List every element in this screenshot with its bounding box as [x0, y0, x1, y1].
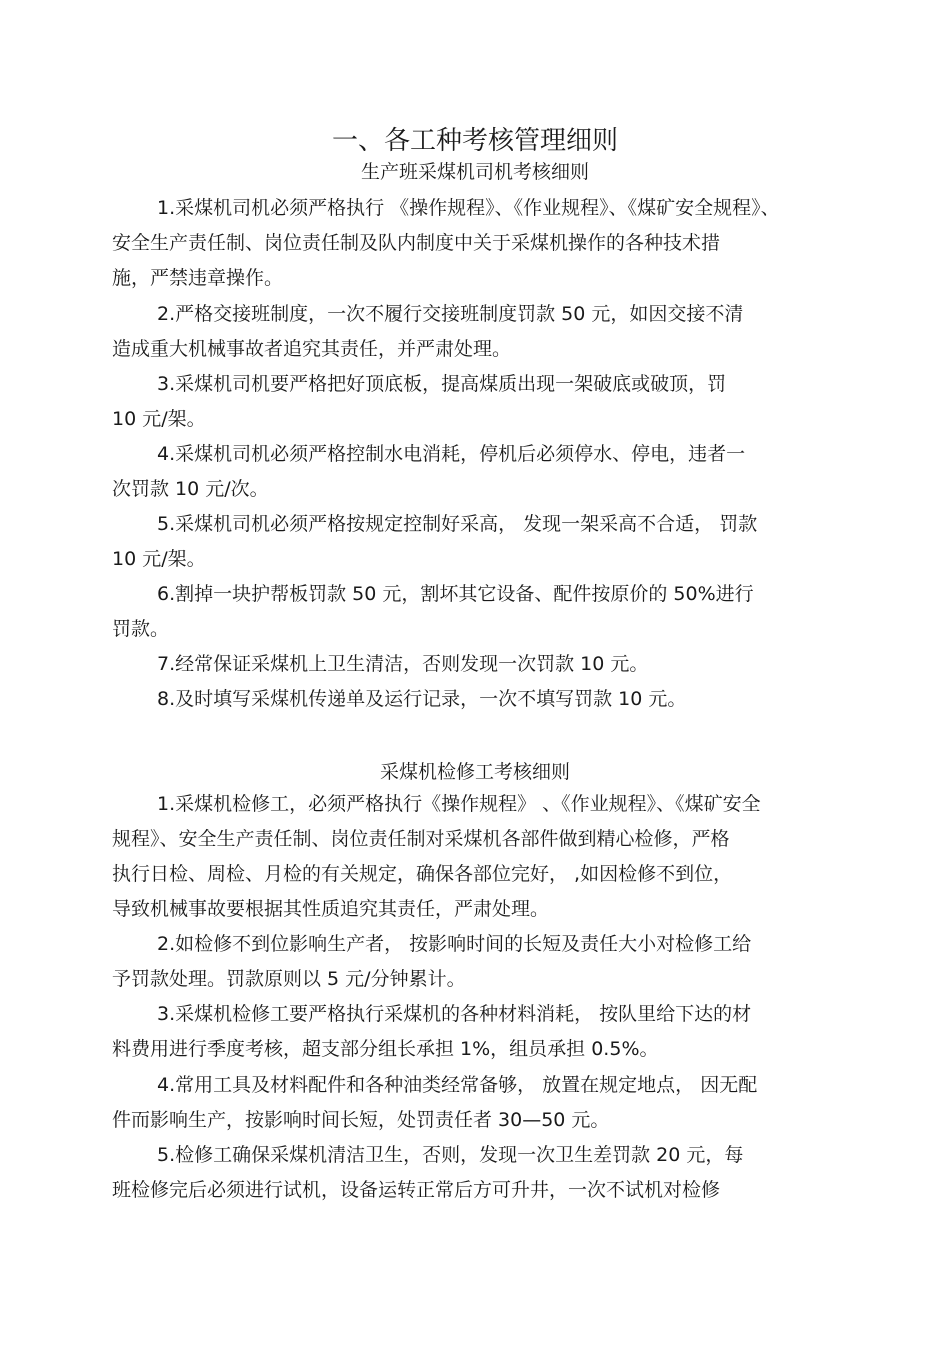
paragraph-line: 次罚款 10 元/次。 — [112, 478, 269, 500]
paragraph-line: 予罚款处理。罚款原则以 5 元/分钟累计。 — [112, 968, 466, 990]
paragraph-line: 造成重大机械事故者追究其责任，并严肃处理。 — [112, 338, 512, 360]
paragraph-line: 1.采煤机检修工，必须严格执行《操作规程》 、《作业规程》、《煤矿安全 — [157, 793, 761, 815]
paragraph-line: 7.经常保证采煤机上卫生清洁，否则发现一次罚款 10 元。 — [157, 653, 649, 675]
paragraph-line: 10 元/架。 — [112, 548, 206, 570]
paragraph-line: 罚款。 — [112, 618, 170, 640]
paragraph-line: 2.严格交接班制度，一次不履行交接班制度罚款 50 元，如因交接不清 — [157, 303, 744, 325]
paragraph-line: 4.采煤机司机必须严格控制水电消耗，停机后必须停水、停电，违者一 — [157, 443, 746, 465]
paragraph-line: 3.采煤机司机要严格把好顶底板，提高煤质出现一架破底或破顶，罚 — [157, 373, 727, 395]
paragraph-line: 3.采煤机检修工要严格执行采煤机的各种材料消耗， 按队里给下达的材 — [157, 1003, 752, 1025]
paragraph-line: 10 元/架。 — [112, 408, 206, 430]
paragraph-line: 执行日检、周检、月检的有关规定，确保各部位完好， ,如因检修不到位， — [112, 863, 733, 885]
paragraph-line: 料费用进行季度考核，超支部分组长承担 1%，组员承担 0.5%。 — [112, 1038, 659, 1060]
section-heading-driver: 生产班采煤机司机考核细则 — [360, 161, 589, 183]
paragraph-line: 安全生产责任制、岗位责任制及队内制度中关于采煤机操作的各种技术措 — [112, 232, 721, 254]
section-heading-maintenance: 采煤机检修工考核细则 — [379, 761, 570, 783]
paragraph-line: 5.检修工确保采煤机清洁卫生，否则，发现一次卫生差罚款 20 元，每 — [157, 1144, 744, 1166]
paragraph-line: 件而影响生产，按影响时间长短，处罚责任者 30—50 元。 — [112, 1109, 610, 1131]
paragraph-line: 6.割掉一块护帮板罚款 50 元，割坏其它设备、配件按原价的 50%进行 — [157, 583, 754, 605]
paragraph-line: 4.常用工具及材料配件和各种油类经常备够， 放置在规定地点， 因无配 — [157, 1074, 758, 1096]
paragraph-line: 施，严禁违章操作。 — [112, 267, 284, 289]
paragraph-line: 5.采煤机司机必须严格按规定控制好采高， 发现一架采高不合适， 罚款 — [157, 513, 758, 535]
paragraph-line: 8.及时填写采煤机传递单及运行记录，一次不填写罚款 10 元。 — [157, 688, 687, 710]
paragraph-line: 导致机械事故要根据其性质追究其责任，严肃处理。 — [112, 898, 550, 920]
paragraph-line: 班检修完后必须进行试机，设备运转正常后方可升井，一次不试机对检修 — [112, 1179, 721, 1201]
paragraph-line: 规程》、安全生产责任制、岗位责任制对采煤机各部件做到精心检修，严格 — [112, 828, 730, 850]
paragraph-line: 2.如检修不到位影响生产者， 按影响时间的长短及责任大小对检修工给 — [157, 933, 752, 955]
document-title: 一、各工种考核管理细则 — [331, 126, 618, 156]
paragraph-line: 1.采煤机司机必须严格执行 《操作规程》、《作业规程》、《煤矿安全规程》、 — [157, 197, 780, 219]
